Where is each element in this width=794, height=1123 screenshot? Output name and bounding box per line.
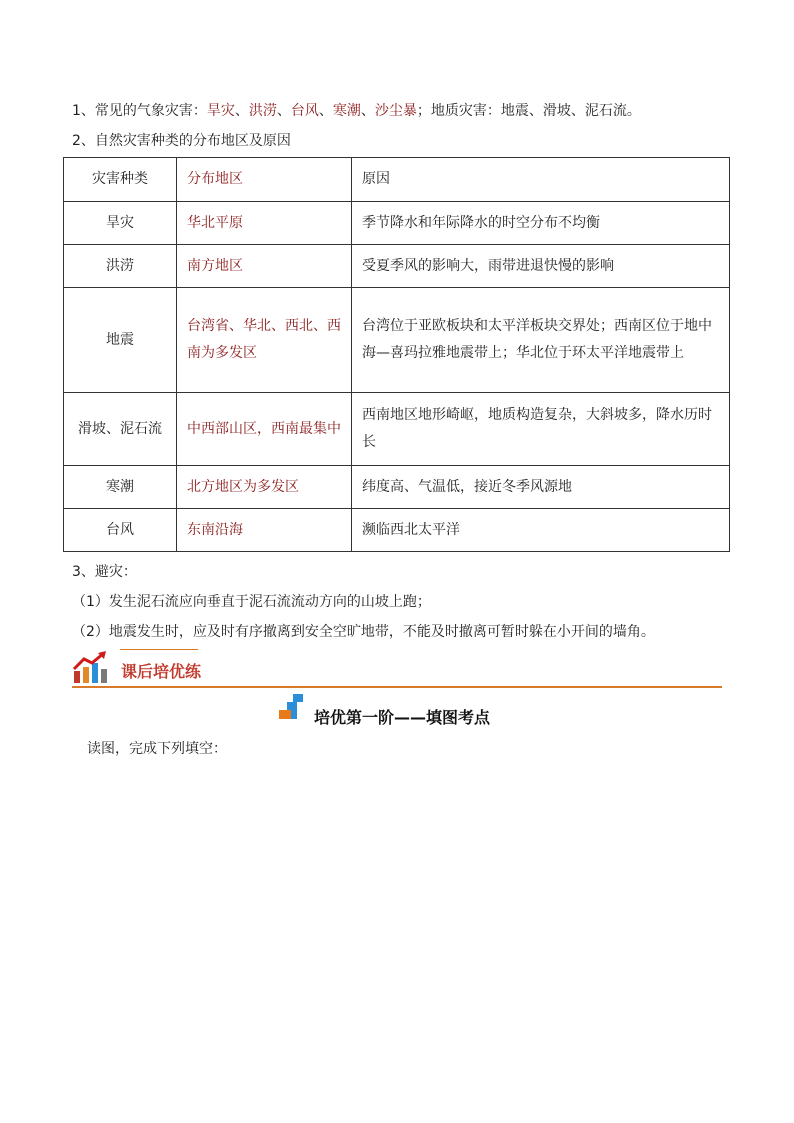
paragraph-3-2: （2）地震发生时，应及时有序撤离到安全空旷地带，不能及时撤离可暂时躲在小开间的墙角。	[72, 624, 655, 640]
weather-disaster-flood: 洪涝	[248, 103, 277, 119]
cell-region: 南方地区	[177, 245, 352, 288]
cell-type: 台风	[64, 509, 177, 552]
paragraph-3-1: （1）发生泥石流应向垂直于泥石流流动方向的山坡上跑；	[72, 594, 431, 610]
sep: 、	[318, 103, 333, 119]
paragraph-2: 2、自然灾害种类的分布地区及原因	[72, 133, 291, 149]
p1-geology: ；地质灾害：地震、滑坡、泥石流。	[416, 103, 641, 119]
table-row	[64, 202, 730, 245]
weather-disaster-coldwave: 寒潮	[332, 103, 361, 119]
weather-disaster-sandstorm: 沙尘暴	[374, 103, 417, 119]
cell-type: 寒潮	[64, 466, 177, 509]
paragraph-3: 3、避灾：	[72, 564, 137, 580]
section-top-rule	[120, 649, 198, 650]
cell-type: 滑坡、泥石流	[64, 393, 177, 466]
section-rule	[72, 686, 722, 688]
cell-type: 地震	[64, 288, 177, 393]
cell-region: 东南沿海	[177, 509, 352, 552]
header-reason: 原因	[352, 158, 730, 202]
header-region: 分布地区	[177, 158, 352, 202]
sep: 、	[276, 103, 291, 119]
cell-region: 台湾省、华北、西北、西南为多发区	[177, 288, 352, 393]
paragraph-1	[72, 101, 641, 121]
table-row	[64, 393, 730, 466]
cell-reason: 季节降水和年际降水的时空分布不均衡	[352, 202, 730, 245]
cell-reason: 濒临西北太平洋	[352, 509, 730, 552]
subsection-title: 培优第一阶——填图考点	[314, 708, 491, 727]
instruction-text: 读图，完成下列填空：	[87, 741, 227, 757]
table-row	[64, 509, 730, 552]
disaster-table	[63, 157, 730, 552]
section-title: 课后培优练	[121, 662, 202, 681]
table-row	[64, 245, 730, 288]
cell-reason: 受夏季风的影响大，雨带进退快慢的影响	[352, 245, 730, 288]
sep: 、	[360, 103, 375, 119]
steps-icon	[279, 694, 307, 720]
table-row	[64, 288, 730, 393]
sep: 、	[234, 103, 249, 119]
cell-region: 中西部山区，西南最集中	[177, 393, 352, 466]
header-type: 灾害种类	[64, 158, 177, 202]
cell-type: 洪涝	[64, 245, 177, 288]
weather-disaster-typhoon: 台风	[290, 103, 319, 119]
cell-reason: 纬度高、气温低，接近冬季风源地	[352, 466, 730, 509]
chart-up-icon	[72, 651, 110, 685]
cell-reason: 台湾位于亚欧板块和太平洋板块交界处；西南区位于地中海—喜玛拉雅地震带上；华北位于环太平洋地震带上	[352, 288, 730, 393]
cell-region: 华北平原	[177, 202, 352, 245]
cell-region: 北方地区为多发区	[177, 466, 352, 509]
table-row	[64, 466, 730, 509]
p1-prefix: 1、常见的气象灾害：	[72, 103, 207, 119]
cell-type: 旱灾	[64, 202, 177, 245]
table-header-row	[64, 158, 730, 202]
weather-disaster-drought: 旱灾	[206, 103, 235, 119]
cell-reason: 西南地区地形崎岖，地质构造复杂，大斜坡多，降水历时长	[352, 393, 730, 466]
